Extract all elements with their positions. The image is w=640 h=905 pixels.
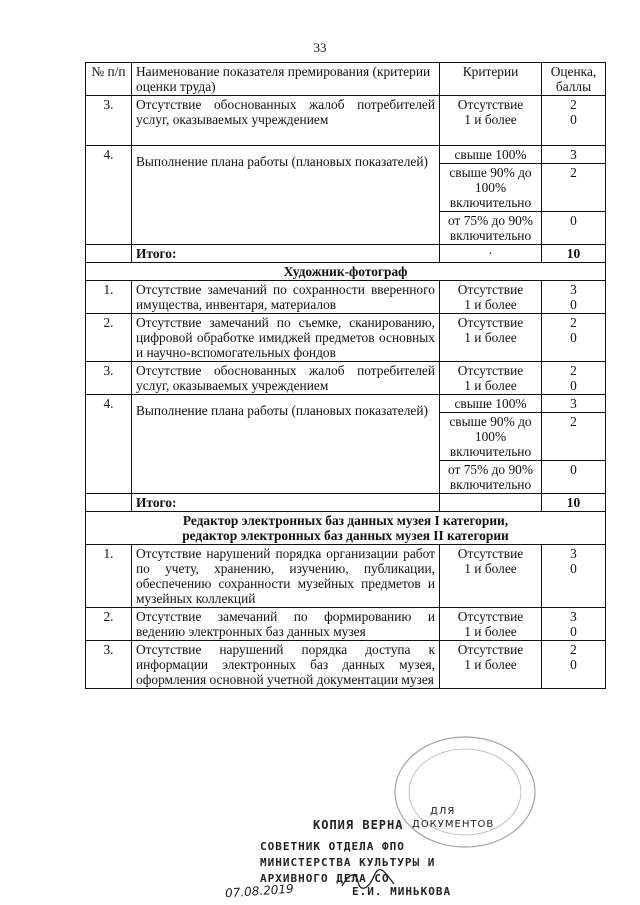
row-name: Отсутствие замечаний по съемке, сканированию, цифровой обработке имиджей предметов основных и научно-вспомогательных фондов	[132, 314, 440, 362]
table-row	[86, 146, 606, 164]
row-criteria: свыше 100%	[440, 395, 542, 413]
row-score: 2 0	[542, 314, 606, 362]
row-num: 4.	[86, 395, 132, 494]
section-title: Редактор электронных баз данных музея I категории, редактор электронных баз данных музея II категории	[86, 512, 606, 545]
row-criteria: Отсутствие 1 и более	[440, 281, 542, 314]
table-row	[86, 314, 606, 362]
total-row	[86, 494, 606, 512]
table-header-row	[86, 63, 606, 96]
total-dot: ·	[440, 245, 542, 263]
row-score: 3 0	[542, 545, 606, 608]
section-row	[86, 512, 606, 545]
row-name: Отсутствие замечаний по формированию и ведению электронных баз данных музея	[132, 608, 440, 641]
total-label: Итого:	[132, 494, 440, 512]
row-criteria: свыше 100%	[440, 146, 542, 164]
header-score: Оценка, баллы	[542, 63, 606, 96]
row-criteria: Отсутствие 1 и более	[440, 545, 542, 608]
copy-certification-stamp	[260, 806, 620, 905]
row-criteria: от 75% до 90% включительно	[440, 212, 542, 245]
row-criteria: Отсутствие 1 и более	[440, 96, 542, 146]
table-row	[86, 395, 606, 413]
bonus-criteria-table	[85, 62, 606, 689]
page-number: 33	[313, 40, 327, 55]
row-score: 2	[542, 413, 606, 461]
table-row	[86, 608, 606, 641]
total-score: 10	[542, 245, 606, 263]
row-score: 3	[542, 146, 606, 164]
row-criteria: Отсутствие 1 и более	[440, 608, 542, 641]
row-score: 3	[542, 395, 606, 413]
row-num: 2.	[86, 314, 132, 362]
row-name: Отсутствие нарушений порядка организации работ по учету, хранению, изучению, публикации, обеспечению сохранности музейных предметов и музейных коллекций	[132, 545, 440, 608]
row-num: 3.	[86, 362, 132, 395]
row-num: 4.	[86, 146, 132, 245]
row-name: Выполнение плана работы (плановых показателей)	[132, 146, 440, 245]
row-name: Отсутствие обоснованных жалоб потребителей услуг, оказываемых учреждением	[132, 96, 440, 146]
row-name: Отсутствие замечаний по сохранности вверенного имущества, инвентаря, материалов	[132, 281, 440, 314]
section-row	[86, 263, 606, 281]
row-score: 3 0	[542, 608, 606, 641]
table-row	[86, 96, 606, 146]
stamp-docs-text-2: ДОКУМЕНТОВ	[412, 819, 495, 830]
total-label: Итого:	[132, 245, 440, 263]
header-num: № п/п	[86, 63, 132, 96]
row-num: 1.	[86, 545, 132, 608]
row-score: 0	[542, 212, 606, 245]
row-name: Отсутствие нарушений порядка доступа к информации электронных баз данных музея, оформления основной учетной документации музея	[132, 641, 440, 689]
row-score: 2 0	[542, 96, 606, 146]
stamp-line-1: СОВЕТНИК ОТДЕЛА ФПО	[260, 840, 405, 853]
row-num: 2.	[86, 608, 132, 641]
row-name: Выполнение плана работы (плановых показателей)	[132, 395, 440, 494]
total-row	[86, 245, 606, 263]
stamp-line-2: МИНИСТЕРСТВА КУЛЬТУРЫ И	[260, 856, 436, 869]
row-name: Отсутствие обоснованных жалоб потребителей услуг, оказываемых учреждением	[132, 362, 440, 395]
handwritten-date: 07.08.2019	[224, 881, 295, 901]
stamp-line-3: АРХИВНОГО ДЕЛА СО	[260, 872, 390, 885]
row-score: 2 0	[542, 362, 606, 395]
table-row	[86, 545, 606, 608]
row-criteria: свыше 90% до 100% включительно	[440, 413, 542, 461]
header-criteria: Критерии	[440, 63, 542, 96]
row-score: 2	[542, 164, 606, 212]
row-criteria: свыше 90% до 100% включительно	[440, 164, 542, 212]
total-score: 10	[542, 494, 606, 512]
table-row	[86, 281, 606, 314]
row-num: 1.	[86, 281, 132, 314]
row-criteria: Отсутствие 1 и более	[440, 362, 542, 395]
row-score: 0	[542, 461, 606, 494]
row-criteria: Отсутствие 1 и более	[440, 314, 542, 362]
row-score: 3 0	[542, 281, 606, 314]
row-criteria: от 75% до 90% включительно	[440, 461, 542, 494]
table-row	[86, 641, 606, 689]
row-score: 2 0	[542, 641, 606, 689]
row-num: 3.	[86, 96, 132, 146]
header-name: Наименование показателя премирования (критерии оценки труда)	[132, 63, 440, 96]
stamp-name: Е.И. МИНЬКОВА	[352, 885, 452, 898]
stamp-docs-text-1: ДЛЯ	[430, 806, 456, 817]
row-num: 3.	[86, 641, 132, 689]
signature	[338, 868, 398, 892]
table-row	[86, 362, 606, 395]
section-title: Художник-фотограф	[86, 263, 606, 281]
stamp-copy-text: КОПИЯ ВЕРНА	[313, 818, 404, 832]
row-criteria: Отсутствие 1 и более	[440, 641, 542, 689]
